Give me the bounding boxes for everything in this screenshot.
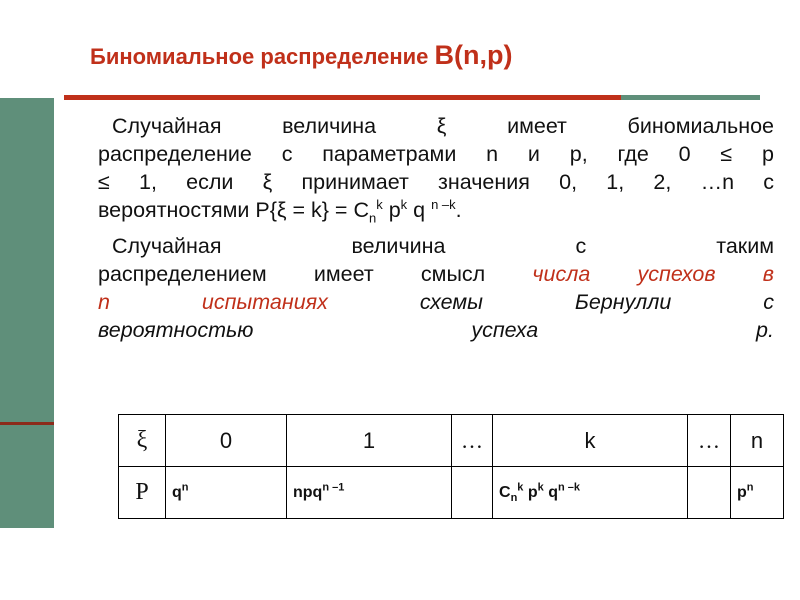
formula-prefix: вероятностями P{ξ = k} = C xyxy=(98,198,369,222)
p2-line4 xyxy=(98,316,774,344)
cell-ck: $C_n^k$ $p^k$ $q^{n -k}$ xyxy=(493,467,688,519)
header-n: n xyxy=(731,415,784,467)
slide-body xyxy=(98,112,774,344)
p2-line4-text: вероятностью успеха p xyxy=(98,318,769,342)
header-k: k xyxy=(493,415,688,467)
header-0: 0 xyxy=(166,415,287,467)
p1-line4 xyxy=(98,196,774,224)
cell-pn: $p^n$ xyxy=(731,467,784,519)
p2-line3 xyxy=(98,288,774,316)
slide-title xyxy=(90,40,513,71)
header-xi: ξ xyxy=(119,415,166,467)
formula-sup-k: k xyxy=(376,196,383,212)
cell-empty-1 xyxy=(452,467,493,519)
header-ellipsis-1: … xyxy=(452,415,493,467)
formula-end: . xyxy=(455,198,462,222)
p2-line2 xyxy=(98,260,774,288)
cell-empty-2 xyxy=(688,467,731,519)
table-row-values xyxy=(119,415,784,467)
p2-line1: Случайная величина с таким xyxy=(112,234,774,258)
p1-line3: ≤ 1, если ξ принимает значения 0, 1, 2, …n с xyxy=(98,170,774,194)
cell-npq: npq$^{n -1}$ xyxy=(287,467,452,519)
sidebar-decoration xyxy=(0,98,54,528)
p1-line2: распределение с параметрами n и p, где 0 ≤ p xyxy=(98,142,774,166)
p2-line2-plain: распределением имеет смысл xyxy=(98,262,533,286)
formula-p: p xyxy=(382,198,401,222)
p2-line4-end: . xyxy=(768,318,774,342)
p2-line3-plain: схемы Бернулли с xyxy=(327,290,774,314)
p2-line3-red: n испытаниях xyxy=(98,290,328,314)
cell-q: $q^n$ xyxy=(166,467,287,519)
sidebar-red-line xyxy=(0,422,54,425)
title-text: Биномиальное распределение xyxy=(90,44,435,69)
formula-sup-k2: k xyxy=(400,196,408,212)
title-notation: B(n,p) xyxy=(434,40,513,70)
title-underline xyxy=(64,95,760,100)
table-row-probabilities xyxy=(119,467,784,519)
header-ellipsis-2: … xyxy=(688,415,731,467)
formula-q: q xyxy=(407,198,432,222)
formula-sub-n: n xyxy=(369,210,377,226)
p1-line1: Случайная величина ξ имеет биномиальное xyxy=(112,114,774,138)
header-1: 1 xyxy=(287,415,452,467)
distribution-table xyxy=(118,414,784,519)
formula-sup-nk: n –k xyxy=(431,196,456,212)
row-label-p: P xyxy=(119,467,166,519)
p2-line2-red: числа успехов в xyxy=(532,262,774,286)
